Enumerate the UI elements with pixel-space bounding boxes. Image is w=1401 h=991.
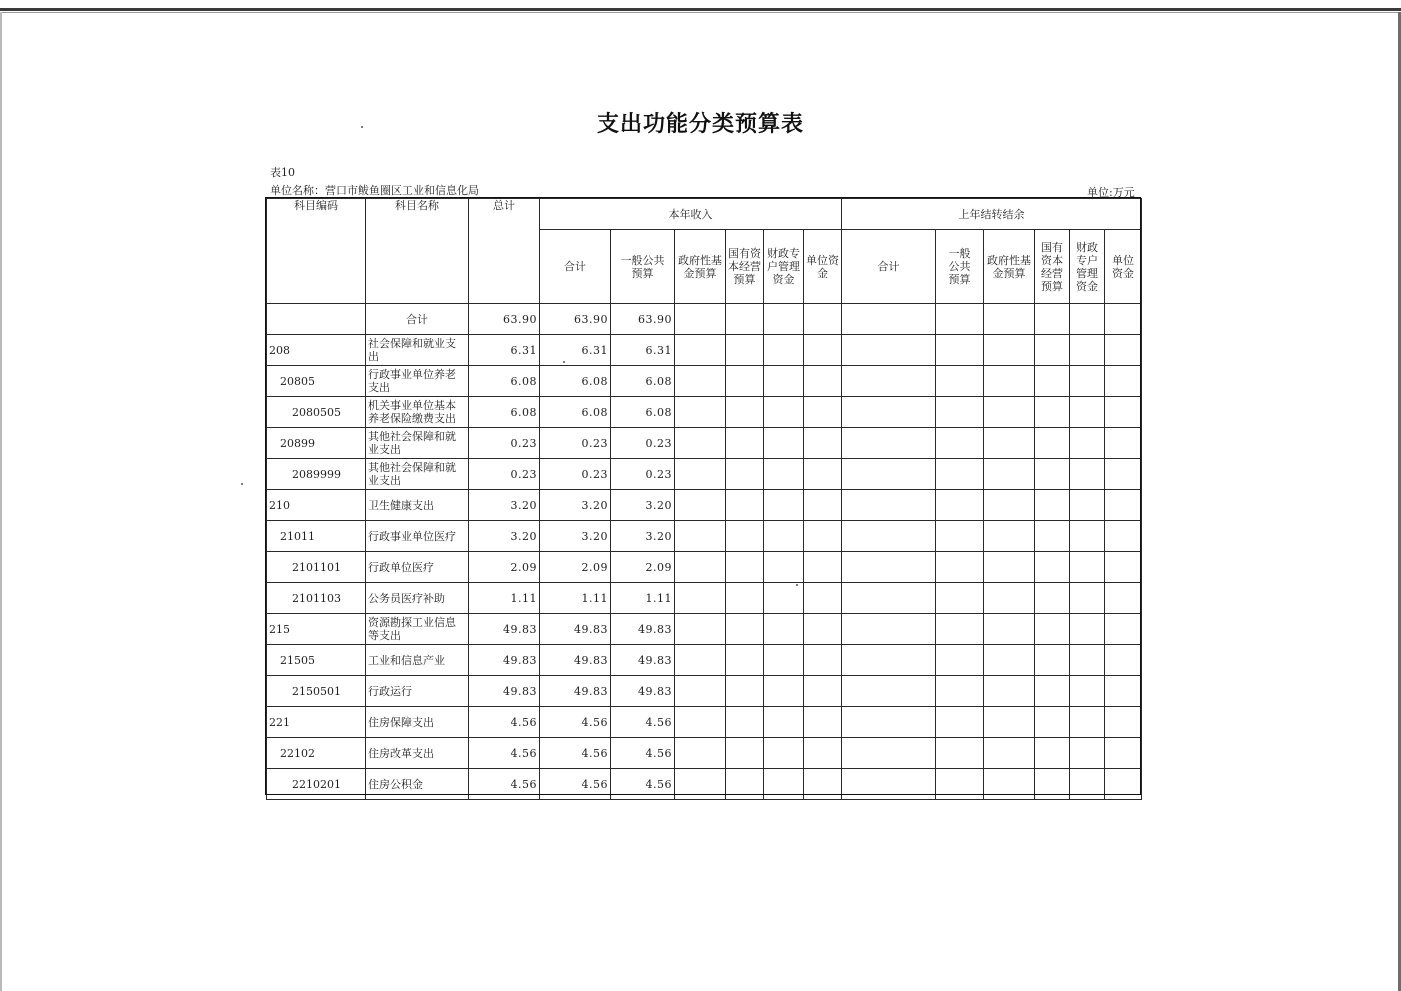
empty-cell <box>936 552 984 583</box>
empty-cell <box>936 614 984 645</box>
table-row <box>267 676 1142 707</box>
empty-cell <box>1105 738 1142 769</box>
empty-cell <box>1070 397 1105 428</box>
empty-cell <box>1105 707 1142 738</box>
row-total: 1.11 <box>469 583 540 614</box>
empty-cell <box>804 397 842 428</box>
currency-unit: 单位:万元 <box>1087 186 1135 199</box>
empty-cell <box>1070 428 1105 459</box>
empty-cell <box>726 583 764 614</box>
header-co-fund: 政府性基金预算 <box>984 230 1035 304</box>
empty-cell <box>804 676 842 707</box>
row-total: 3.20 <box>469 490 540 521</box>
row-cy-total: 49.83 <box>540 614 611 645</box>
table-row <box>267 304 1142 335</box>
expenditure-function-table <box>266 198 1142 800</box>
scan-edge-left <box>0 12 2 991</box>
row-cy-total: 4.56 <box>540 769 611 800</box>
empty-cell <box>675 552 726 583</box>
row-cy-total: 6.08 <box>540 366 611 397</box>
empty-cell <box>1105 614 1142 645</box>
empty-cell <box>842 397 936 428</box>
empty-cell <box>675 335 726 366</box>
empty-cell <box>764 552 804 583</box>
empty-cell <box>1035 459 1070 490</box>
header-cy-special-account: 财政专户管理资金 <box>764 230 804 304</box>
empty-cell <box>936 738 984 769</box>
empty-cell <box>1105 335 1142 366</box>
empty-cell <box>1035 366 1070 397</box>
header-current-year: 本年收入 <box>540 199 842 230</box>
header-co-general: 一般公共预算 <box>936 230 984 304</box>
row-total: 0.23 <box>469 459 540 490</box>
empty-cell <box>675 397 726 428</box>
empty-cell <box>804 490 842 521</box>
row-name: 工业和信息产业 <box>366 645 469 676</box>
empty-cell <box>1070 707 1105 738</box>
empty-cell <box>1105 490 1142 521</box>
empty-cell <box>675 676 726 707</box>
unit-name: 单位名称：营口市鲅鱼圈区工业和信息化局 <box>270 184 479 197</box>
row-name: 行政事业单位养老支出 <box>366 366 469 397</box>
row-name: 行政事业单位医疗 <box>366 521 469 552</box>
empty-cell <box>984 366 1035 397</box>
row-cy-general: 4.56 <box>611 769 675 800</box>
table-row <box>267 738 1142 769</box>
empty-cell <box>984 645 1035 676</box>
empty-cell <box>726 676 764 707</box>
empty-cell <box>1035 614 1070 645</box>
empty-cell <box>675 366 726 397</box>
header-co-special-account: 财政专户管理资金 <box>1070 230 1105 304</box>
row-cy-total: 1.11 <box>540 583 611 614</box>
row-total: 4.56 <box>469 707 540 738</box>
empty-cell <box>842 521 936 552</box>
empty-cell <box>842 428 936 459</box>
row-name: 公务员医疗补助 <box>366 583 469 614</box>
table-row <box>267 614 1142 645</box>
row-code: 21505 <box>267 645 366 676</box>
empty-cell <box>1105 366 1142 397</box>
row-cy-general: 0.23 <box>611 459 675 490</box>
empty-cell <box>764 614 804 645</box>
empty-cell <box>764 583 804 614</box>
empty-cell <box>726 614 764 645</box>
empty-cell <box>984 304 1035 335</box>
row-cy-general: 3.20 <box>611 521 675 552</box>
scan-edge-top-shadow <box>0 12 1401 13</box>
row-total: 4.56 <box>469 738 540 769</box>
empty-cell <box>984 459 1035 490</box>
row-cy-general: 49.83 <box>611 645 675 676</box>
empty-cell <box>936 366 984 397</box>
table-row <box>267 428 1142 459</box>
table-row <box>267 335 1142 366</box>
document-title: 支出功能分类预算表 <box>596 111 804 137</box>
empty-cell <box>764 304 804 335</box>
row-name: 其他社会保障和就业支出 <box>366 459 469 490</box>
header-total: 总计 <box>469 199 540 304</box>
empty-cell <box>764 521 804 552</box>
empty-cell <box>1105 552 1142 583</box>
row-code: 210 <box>267 490 366 521</box>
empty-cell <box>726 428 764 459</box>
empty-cell <box>1070 583 1105 614</box>
row-total: 2.09 <box>469 552 540 583</box>
row-cy-total: 63.90 <box>540 304 611 335</box>
empty-cell <box>804 583 842 614</box>
empty-cell <box>726 738 764 769</box>
empty-cell <box>936 459 984 490</box>
row-total: 6.08 <box>469 366 540 397</box>
empty-cell <box>764 428 804 459</box>
row-code: 2150501 <box>267 676 366 707</box>
row-cy-general: 3.20 <box>611 490 675 521</box>
row-code: 2089999 <box>267 459 366 490</box>
empty-cell <box>936 645 984 676</box>
row-code: 2101103 <box>267 583 366 614</box>
row-cy-general: 0.23 <box>611 428 675 459</box>
empty-cell <box>842 552 936 583</box>
row-name: 其他社会保障和就业支出 <box>366 428 469 459</box>
empty-cell <box>842 366 936 397</box>
row-code: 221 <box>267 707 366 738</box>
empty-cell <box>1035 304 1070 335</box>
empty-cell <box>804 738 842 769</box>
empty-cell <box>984 738 1035 769</box>
empty-cell <box>764 645 804 676</box>
row-code: 2101101 <box>267 552 366 583</box>
table-row <box>267 459 1142 490</box>
table-row <box>267 769 1142 800</box>
row-code: 20805 <box>267 366 366 397</box>
header-co-total: 合计 <box>842 230 936 304</box>
row-code <box>267 304 366 335</box>
row-name: 资源勘探工业信息等支出 <box>366 614 469 645</box>
row-name: 行政运行 <box>366 676 469 707</box>
row-total: 6.08 <box>469 397 540 428</box>
empty-cell <box>764 707 804 738</box>
empty-cell <box>842 459 936 490</box>
table-row <box>267 490 1142 521</box>
scan-speck <box>241 483 243 485</box>
empty-cell <box>1105 645 1142 676</box>
empty-cell <box>1105 769 1142 800</box>
empty-cell <box>675 707 726 738</box>
empty-cell <box>764 459 804 490</box>
empty-cell <box>726 304 764 335</box>
row-total: 0.23 <box>469 428 540 459</box>
empty-cell <box>1070 645 1105 676</box>
empty-cell <box>675 583 726 614</box>
empty-cell <box>984 335 1035 366</box>
empty-cell <box>675 490 726 521</box>
row-cy-general: 6.08 <box>611 366 675 397</box>
table-row <box>267 552 1142 583</box>
header-carryover: 上年结转结余 <box>842 199 1142 230</box>
header-cy-general: 一般公共预算 <box>611 230 675 304</box>
empty-cell <box>1105 428 1142 459</box>
empty-cell <box>675 614 726 645</box>
empty-cell <box>984 769 1035 800</box>
empty-cell <box>1105 676 1142 707</box>
header-co-state-capital: 国有资本经营预算 <box>1035 230 1070 304</box>
empty-cell <box>764 397 804 428</box>
scan-edge-top <box>0 8 1401 11</box>
empty-cell <box>1035 645 1070 676</box>
header-cy-state-capital: 国有资本经营预算 <box>726 230 764 304</box>
empty-cell <box>804 459 842 490</box>
empty-cell <box>1070 769 1105 800</box>
empty-cell <box>804 769 842 800</box>
empty-cell <box>936 583 984 614</box>
empty-cell <box>1105 583 1142 614</box>
empty-cell <box>804 645 842 676</box>
empty-cell <box>1070 614 1105 645</box>
row-name: 住房公积金 <box>366 769 469 800</box>
empty-cell <box>936 304 984 335</box>
row-cy-total: 4.56 <box>540 738 611 769</box>
empty-cell <box>1070 521 1105 552</box>
row-cy-total: 4.56 <box>540 707 611 738</box>
empty-cell <box>1070 738 1105 769</box>
row-name: 行政单位医疗 <box>366 552 469 583</box>
empty-cell <box>1035 428 1070 459</box>
empty-cell <box>1035 521 1070 552</box>
empty-cell <box>675 428 726 459</box>
row-code: 20899 <box>267 428 366 459</box>
empty-cell <box>1035 335 1070 366</box>
empty-cell <box>764 366 804 397</box>
empty-cell <box>1035 738 1070 769</box>
row-cy-general: 4.56 <box>611 738 675 769</box>
empty-cell <box>984 428 1035 459</box>
row-total: 6.31 <box>469 335 540 366</box>
empty-cell <box>1070 366 1105 397</box>
empty-cell <box>842 490 936 521</box>
row-total: 49.83 <box>469 676 540 707</box>
empty-cell <box>675 645 726 676</box>
empty-cell <box>1105 459 1142 490</box>
row-name: 合计 <box>366 304 469 335</box>
header-name: 科目名称 <box>366 199 469 304</box>
table-row <box>267 366 1142 397</box>
row-code: 208 <box>267 335 366 366</box>
header-code: 科目编码 <box>267 199 366 304</box>
table-row <box>267 521 1142 552</box>
empty-cell <box>936 397 984 428</box>
empty-cell <box>1035 769 1070 800</box>
empty-cell <box>804 552 842 583</box>
empty-cell <box>936 769 984 800</box>
row-name: 住房改革支出 <box>366 738 469 769</box>
empty-cell <box>842 738 936 769</box>
empty-cell <box>726 707 764 738</box>
row-cy-total: 49.83 <box>540 645 611 676</box>
empty-cell <box>1035 583 1070 614</box>
row-code: 22102 <box>267 738 366 769</box>
empty-cell <box>1070 490 1105 521</box>
empty-cell <box>1070 676 1105 707</box>
empty-cell <box>675 304 726 335</box>
empty-cell <box>675 769 726 800</box>
empty-cell <box>726 397 764 428</box>
row-cy-total: 49.83 <box>540 676 611 707</box>
row-cy-total: 3.20 <box>540 490 611 521</box>
empty-cell <box>984 397 1035 428</box>
empty-cell <box>804 428 842 459</box>
table-row <box>267 583 1142 614</box>
empty-cell <box>675 738 726 769</box>
empty-cell <box>936 335 984 366</box>
table-number: 表10 <box>270 166 295 179</box>
empty-cell <box>726 490 764 521</box>
empty-cell <box>842 335 936 366</box>
empty-cell <box>764 676 804 707</box>
empty-cell <box>1105 397 1142 428</box>
empty-cell <box>1105 304 1142 335</box>
empty-cell <box>726 521 764 552</box>
empty-cell <box>984 707 1035 738</box>
empty-cell <box>764 490 804 521</box>
empty-cell <box>1070 459 1105 490</box>
row-name: 社会保障和就业支出 <box>366 335 469 366</box>
empty-cell <box>984 552 1035 583</box>
row-name: 住房保障支出 <box>366 707 469 738</box>
empty-cell <box>804 707 842 738</box>
empty-cell <box>726 645 764 676</box>
empty-cell <box>726 552 764 583</box>
empty-cell <box>764 335 804 366</box>
table-row <box>267 707 1142 738</box>
empty-cell <box>1035 397 1070 428</box>
row-name: 机关事业单位基本养老保险缴费支出 <box>366 397 469 428</box>
empty-cell <box>936 521 984 552</box>
header-cy-fund: 政府性基金预算 <box>675 230 726 304</box>
empty-cell <box>936 707 984 738</box>
table-row <box>267 645 1142 676</box>
row-cy-general: 1.11 <box>611 583 675 614</box>
empty-cell <box>842 645 936 676</box>
empty-cell <box>842 304 936 335</box>
empty-cell <box>764 738 804 769</box>
empty-cell <box>984 490 1035 521</box>
empty-cell <box>675 521 726 552</box>
empty-cell <box>842 707 936 738</box>
row-total: 63.90 <box>469 304 540 335</box>
empty-cell <box>842 769 936 800</box>
row-cy-total: 0.23 <box>540 459 611 490</box>
empty-cell <box>1070 304 1105 335</box>
row-total: 3.20 <box>469 521 540 552</box>
empty-cell <box>804 614 842 645</box>
empty-cell <box>804 304 842 335</box>
empty-cell <box>804 521 842 552</box>
empty-cell <box>936 428 984 459</box>
row-cy-general: 63.90 <box>611 304 675 335</box>
empty-cell <box>726 366 764 397</box>
empty-cell <box>984 521 1035 552</box>
row-code: 215 <box>267 614 366 645</box>
row-cy-total: 6.08 <box>540 397 611 428</box>
row-cy-general: 49.83 <box>611 614 675 645</box>
row-code: 21011 <box>267 521 366 552</box>
row-cy-general: 49.83 <box>611 676 675 707</box>
empty-cell <box>804 366 842 397</box>
row-name: 卫生健康支出 <box>366 490 469 521</box>
empty-cell <box>842 614 936 645</box>
row-code: 2080505 <box>267 397 366 428</box>
empty-cell <box>1035 490 1070 521</box>
row-cy-general: 6.31 <box>611 335 675 366</box>
row-cy-total: 2.09 <box>540 552 611 583</box>
empty-cell <box>1070 552 1105 583</box>
empty-cell <box>726 769 764 800</box>
row-cy-total: 3.20 <box>540 521 611 552</box>
empty-cell <box>936 490 984 521</box>
empty-cell <box>726 459 764 490</box>
header-co-unit-fund: 单位资金 <box>1105 230 1142 304</box>
empty-cell <box>1035 676 1070 707</box>
row-cy-general: 2.09 <box>611 552 675 583</box>
empty-cell <box>1070 335 1105 366</box>
empty-cell <box>842 583 936 614</box>
row-total: 49.83 <box>469 614 540 645</box>
header-cy-unit-fund: 单位资金 <box>804 230 842 304</box>
empty-cell <box>984 583 1035 614</box>
table-row <box>267 397 1142 428</box>
empty-cell <box>675 459 726 490</box>
empty-cell <box>984 614 1035 645</box>
row-code: 2210201 <box>267 769 366 800</box>
row-cy-total: 6.31 <box>540 335 611 366</box>
row-cy-general: 6.08 <box>611 397 675 428</box>
row-total: 4.56 <box>469 769 540 800</box>
empty-cell <box>1035 707 1070 738</box>
row-cy-general: 4.56 <box>611 707 675 738</box>
empty-cell <box>764 769 804 800</box>
empty-cell <box>936 676 984 707</box>
row-cy-total: 0.23 <box>540 428 611 459</box>
empty-cell <box>804 335 842 366</box>
empty-cell <box>842 676 936 707</box>
empty-cell <box>984 676 1035 707</box>
empty-cell <box>726 335 764 366</box>
header-cy-total: 合计 <box>540 230 611 304</box>
empty-cell <box>1105 521 1142 552</box>
row-total: 49.83 <box>469 645 540 676</box>
empty-cell <box>1035 552 1070 583</box>
